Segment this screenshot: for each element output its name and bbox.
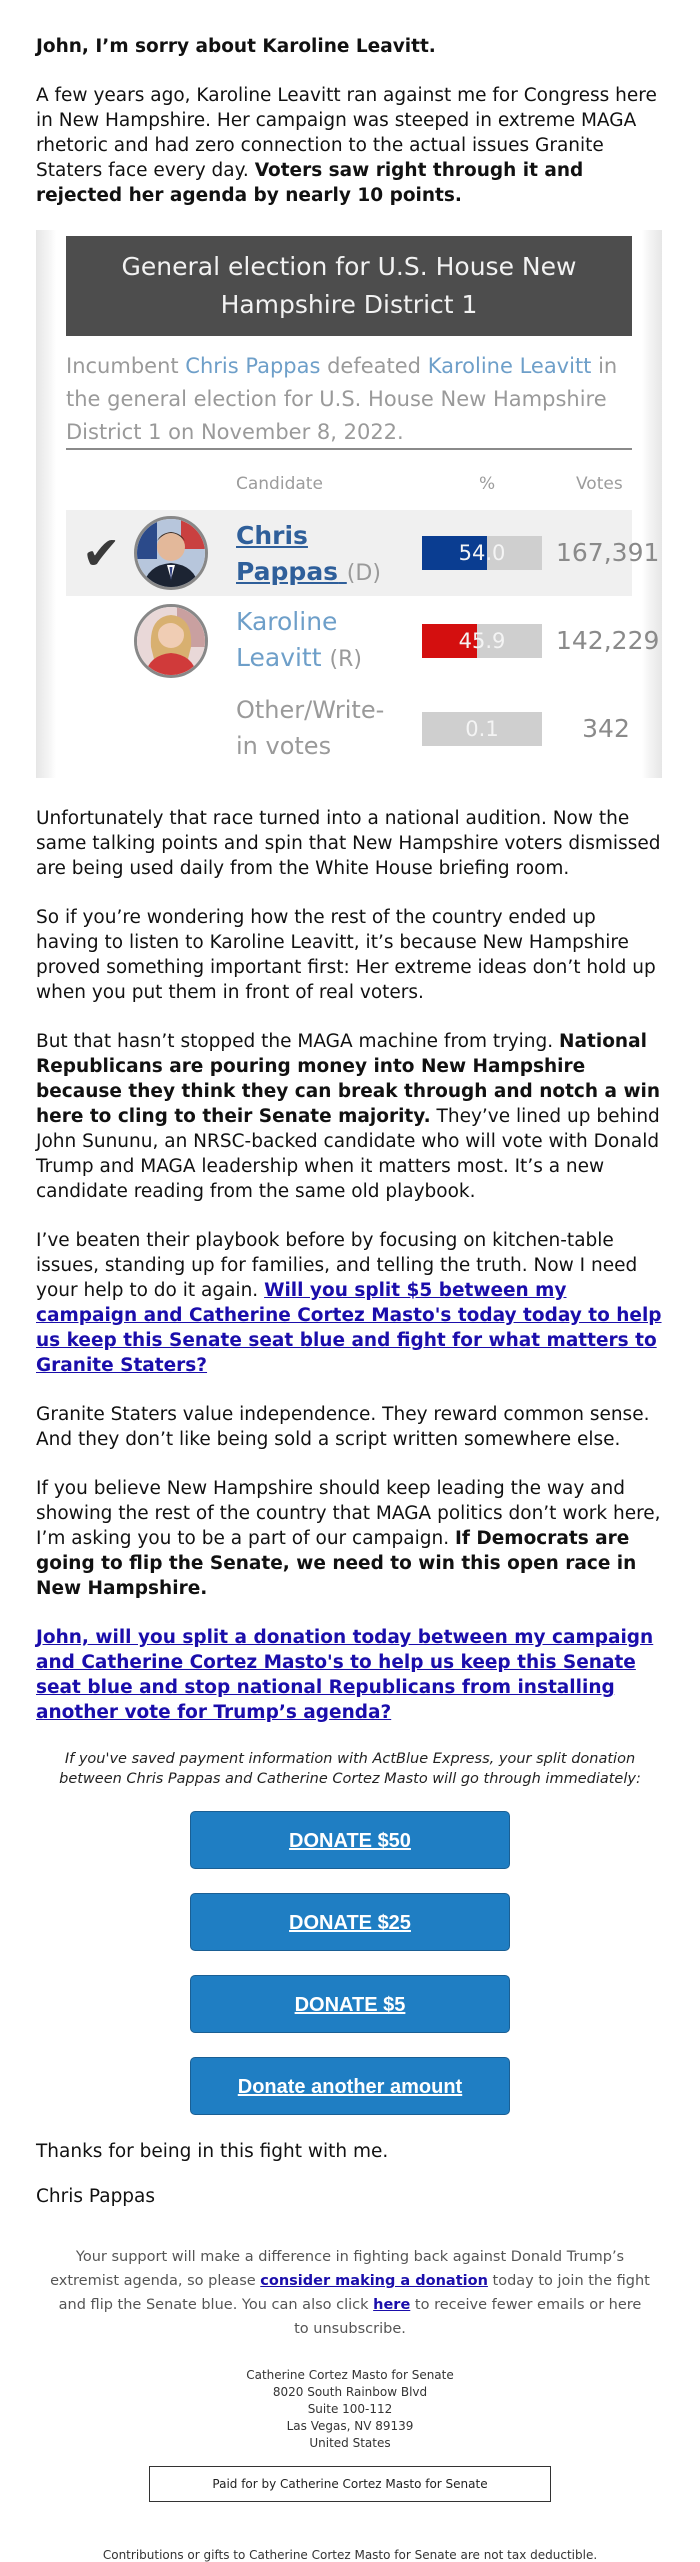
- percent-label: 45.9: [422, 624, 542, 658]
- thanks-line: Thanks for being in this fight with me.: [36, 2139, 664, 2164]
- actblue-note: If you've saved payment information with ActBlue Express, your split donation between Chris Pappas and Catherine Cortez Masto will go through immediately:: [36, 1749, 664, 1789]
- candidate-name-pappas[interactable]: Chris Pappas (D): [236, 518, 381, 592]
- percent-label: 54.0: [422, 536, 542, 570]
- closing: [0, 2139, 700, 2209]
- votes-other: 342: [556, 714, 656, 743]
- intro-bold: Voters saw right through it and rejected her agenda by nearly 10 points.: [36, 160, 583, 206]
- donate-25-button[interactable]: DONATE $25: [190, 1893, 510, 1951]
- election-results-card: [36, 230, 662, 778]
- footer-message: Your support will make a difference in fighting back against Donald Trump’s extremist agenda, so please consider making a donation today to join the fight and flip the Senate blue. You can also click here to receive fewer emails or here to unsubscribe.: [50, 2245, 650, 2341]
- candidate-name-other: Other/Write- in votes: [236, 692, 396, 764]
- percent-bar-other: [422, 712, 542, 746]
- split-donation-link[interactable]: John, will you split a donation today between my campaign and Catherine Cortez Masto's to help us keep this Senate seat blue and stop national Republicans from installing another vote for Trump’s agenda?: [36, 1627, 653, 1723]
- result-row-pappas: [66, 510, 632, 596]
- winner-link[interactable]: Chris Pappas: [185, 354, 320, 378]
- signature: Chris Pappas: [36, 2184, 664, 2209]
- donate-50-button[interactable]: DONATE $50: [190, 1811, 510, 1869]
- paragraph-playbook: I’ve beaten their playbook before by focusing on kitchen-table issues, standing up for families, and telling the truth. Now I need your help to do it again. Will you split $5 between my campaign and Catherine Cortez Masto's today today to help us keep this Senate seat blue and fight for what matters to Granite Staters?: [36, 1228, 664, 1378]
- percent-label: 0.1: [422, 712, 542, 746]
- paragraph-rest-of-country: So if you’re wondering how the rest of the country ended up having to listen to Karoline Leavitt, it’s because New Hampshire proved something important first: Her extreme ideas don’t hold up when you put them in front of real voters.: [36, 905, 664, 1005]
- percent-bar-pappas: [422, 536, 542, 570]
- column-header-candidate: Candidate: [236, 474, 323, 494]
- column-header-votes: Votes: [576, 474, 623, 494]
- votes-pappas: 167,391: [556, 538, 656, 567]
- result-row-other: [66, 686, 632, 772]
- column-header-percent: %: [479, 474, 495, 494]
- paragraph-leading-the-way: If you believe New Hampshire should keep leading the way and showing the rest of the country that MAGA politics don’t work here, I’m asking you to be a part of our campaign. If Democrats are going to flip the Senate, we need to win this open race in New Hampshire.: [36, 1476, 664, 1601]
- fewer-emails-link[interactable]: here: [373, 2297, 410, 2313]
- paragraph-maga-machine: But that hasn’t stopped the MAGA machine from trying. National Republicans are pouring money into New Hampshire because they think they can break through and notch a win here to cling to their Senate majority. They’ve lined up behind John Sununu, an NRSC-backed candidate who will vote with Donald Trump and MAGA leadership when it matters most. It’s a new candidate reading from the same old playbook.: [36, 1029, 664, 1204]
- avatar-pappas: [134, 516, 208, 590]
- avatar-leavitt: [134, 604, 208, 678]
- loser-link[interactable]: Karoline Leavitt: [428, 354, 592, 378]
- result-row-leavitt: [66, 598, 632, 684]
- donate-other-amount-button[interactable]: Donate another amount: [190, 2057, 510, 2115]
- greeting: John, I’m sorry about Karoline Leavitt.: [36, 0, 664, 59]
- divider: [66, 448, 632, 450]
- paragraph-audition: Unfortunately that race turned into a national audition. Now the same talking points and spin that New Hampshire voters dismissed are being used daily from the White House briefing room.: [36, 806, 664, 881]
- tax-disclaimer: Contributions or gifts to Catherine Cortez Masto for Senate are not tax deductible.: [0, 2548, 700, 2562]
- paragraph-independence: Granite Staters value independence. They reward common sense. And they don’t like being sold a script written somewhere else.: [36, 1402, 664, 1452]
- paragraph-intro: [36, 83, 664, 208]
- intro-text: A few years ago, Karoline Leavitt ran against me for Congress here in New Hampshire. Her campaign was steeped in extreme MAGA rhetoric and had zero connection to the actual issues Granite Staters face every day.: [36, 85, 657, 181]
- election-title: General election for U.S. House New Hampshire District 1: [66, 236, 632, 336]
- paragraph-donation-ask: [36, 1625, 664, 1725]
- election-summary: Incumbent Chris Pappas defeated Karoline Leavitt in the general election for U.S. House New Hampshire District 1 on November 8, 2022.: [66, 350, 626, 449]
- consider-donation-link[interactable]: consider making a donation: [260, 2273, 488, 2289]
- votes-leavitt: 142,229: [556, 626, 656, 655]
- candidate-name-leavitt[interactable]: Karoline Leavitt (R): [236, 604, 362, 678]
- mailing-address: Catherine Cortez Masto for Senate 8020 South Rainbow Blvd Suite 100-112 Las Vegas, NV 89139 United States: [0, 2367, 700, 2452]
- paid-for-box: Paid for by Catherine Cortez Masto for Senate: [149, 2466, 551, 2502]
- winner-check-icon: ✔: [82, 530, 121, 576]
- donate-5-button[interactable]: DONATE $5: [190, 1975, 510, 2033]
- split-five-dollars-link[interactable]: Will you split $5 between my campaign and Catherine Cortez Masto's today today to help us keep this Senate seat blue and fight for what matters to Granite Staters?: [36, 1280, 662, 1376]
- percent-bar-leavitt: [422, 624, 542, 658]
